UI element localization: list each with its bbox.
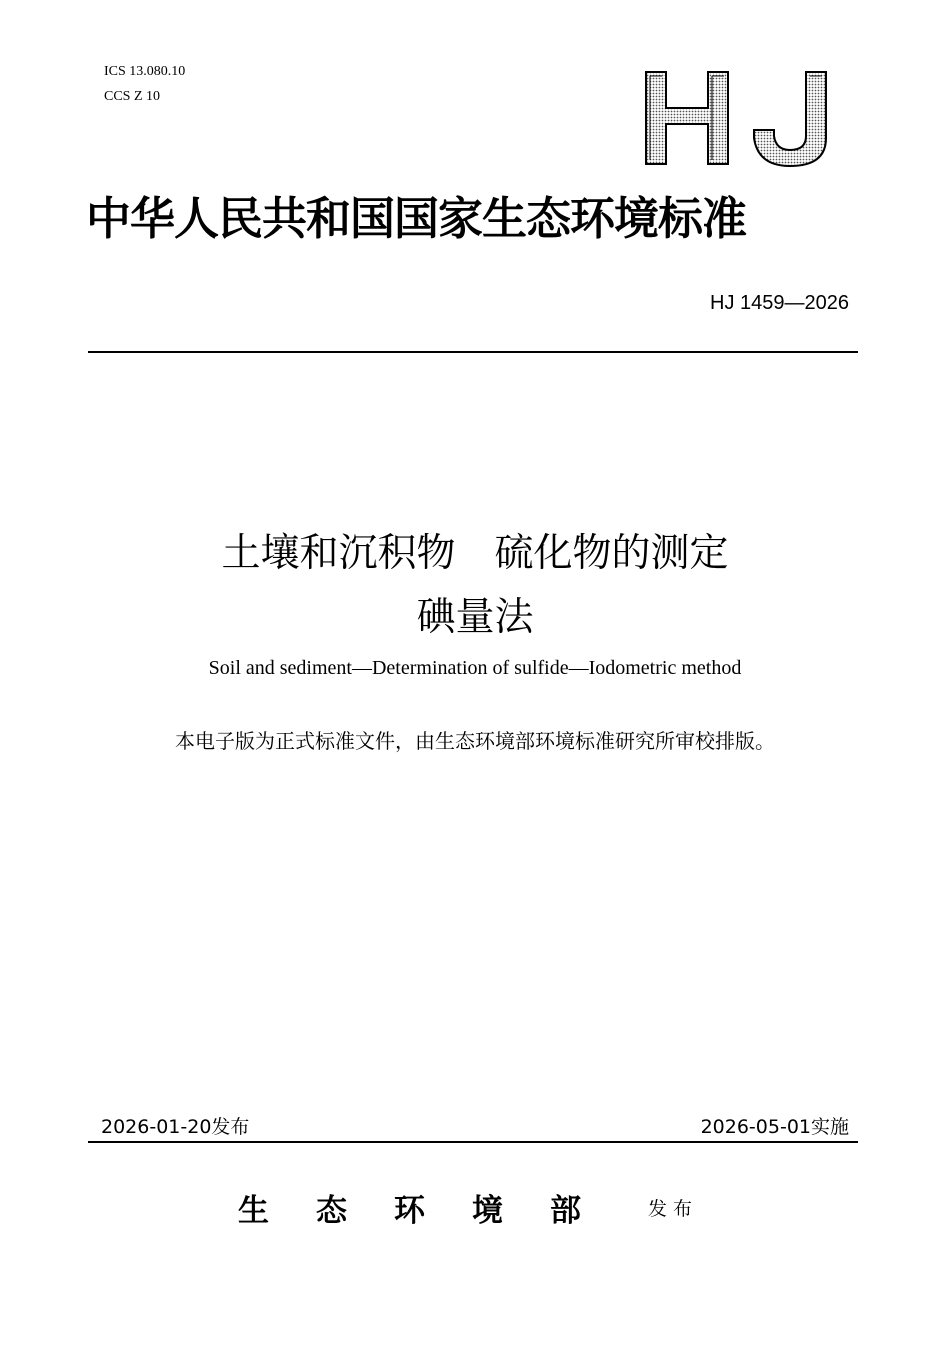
- classification-codes: [104, 63, 185, 106]
- top-divider: [88, 351, 858, 353]
- ics-code: ICS 13.080.10: [104, 64, 186, 79]
- standard-title-line1: 土壤和沉积物 硫化物的测定: [221, 531, 729, 576]
- implementation-date: 2026-05-01实施: [700, 1116, 849, 1138]
- publisher-suffix: 发布: [648, 1198, 699, 1220]
- hj-logo: [640, 68, 836, 172]
- national-standard-title: 中华人民共和国国家生态环境标准: [86, 192, 747, 245]
- standard-number: HJ 1459—2026: [710, 292, 849, 314]
- ccs-code: CCS Z 10: [104, 89, 161, 104]
- electronic-version-note: 本电子版为正式标准文件，由生态环境部环境标准研究所审校排版。: [175, 729, 775, 753]
- publisher-name: 生态环境部: [238, 1193, 628, 1229]
- standard-title-line2: 碘量法: [416, 595, 534, 640]
- english-title: Soil and sediment—Determination of sulfide—Iodometric method: [208, 657, 742, 679]
- issue-date: 2026-01-20发布: [101, 1116, 250, 1138]
- bottom-divider: [88, 1141, 858, 1143]
